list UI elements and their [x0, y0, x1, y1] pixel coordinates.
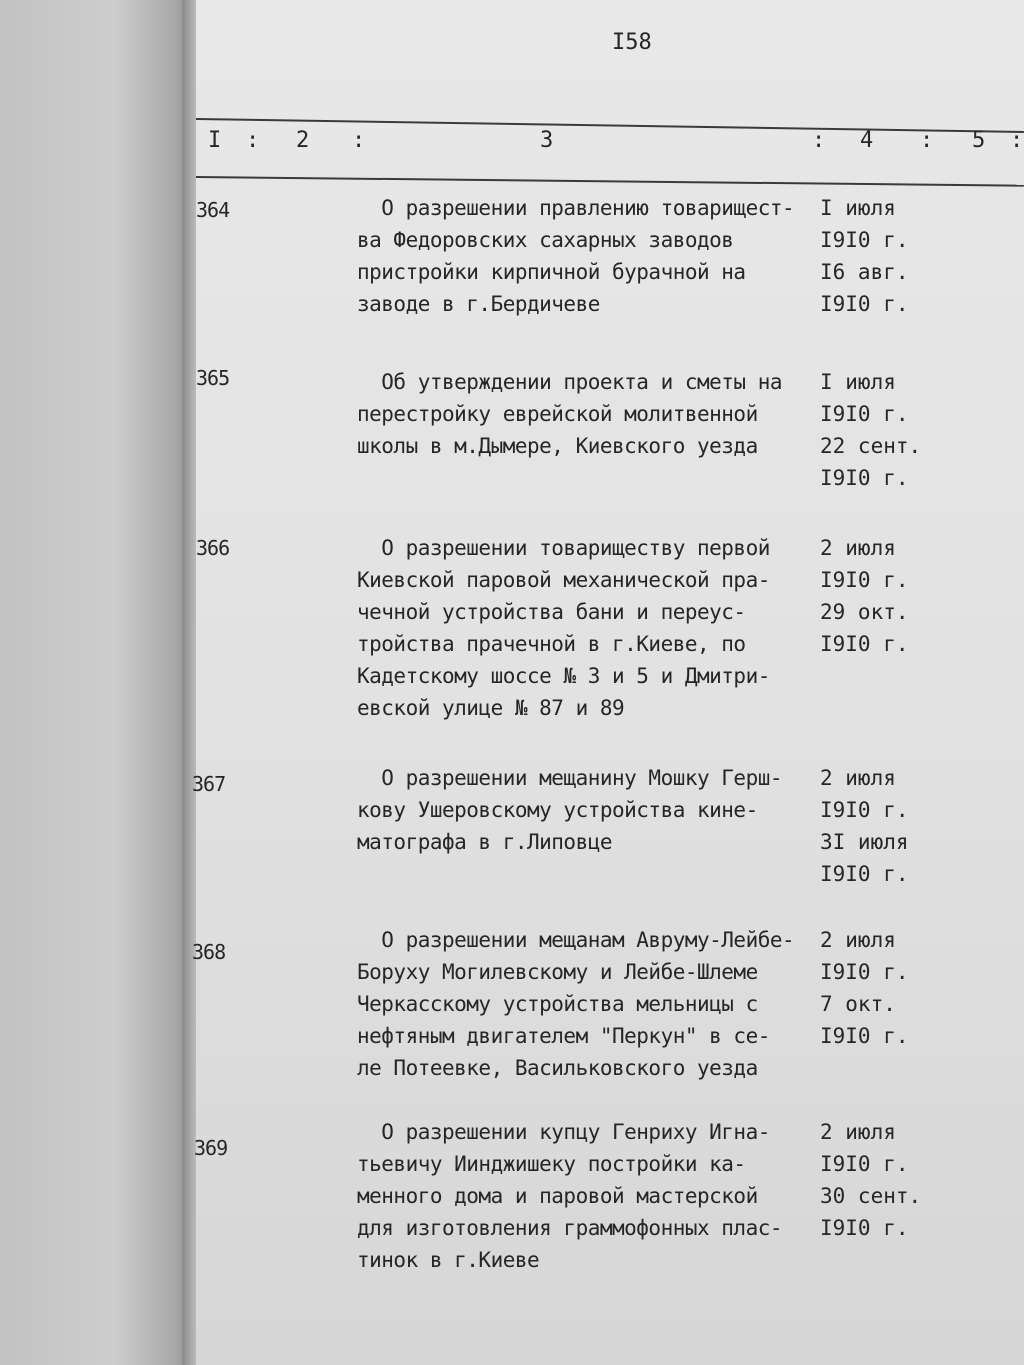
record-dates [820, 366, 1020, 494]
description-line: евской улице № 87 и 89 [357, 696, 625, 720]
description-line: матографа в г.Липовце [357, 830, 613, 854]
start-date-day: I июля [820, 370, 896, 394]
record-description [357, 762, 827, 858]
column-header-3: 3 [540, 128, 554, 153]
column-header-5: 5 [972, 128, 986, 153]
description-line: для изготовления граммофонных плас- [357, 1216, 783, 1240]
description-line: чечной устройства бани и переус- [357, 600, 746, 624]
description-line: О разрешении мещанину Мошку Герш- [357, 766, 783, 790]
start-date-day: 2 июля [820, 766, 896, 790]
column-separator-5: : [1010, 128, 1024, 153]
column-separator-2: : [352, 128, 366, 153]
end-date-day: 22 сент. [820, 434, 922, 458]
column-header-2: 2 [296, 128, 310, 153]
record-number: 369 [194, 1136, 228, 1160]
column-separator-3: : [812, 128, 826, 153]
description-line: школы в м.Дымере, Киевского уезда [357, 434, 758, 458]
description-line: нефтяным двигателем "Перкун" в се- [357, 1024, 770, 1048]
record-dates [820, 924, 1020, 1052]
description-line: Об утверждении проекта и сметы на [357, 370, 783, 394]
record-dates [820, 192, 1020, 320]
record-description [357, 924, 827, 1084]
description-line: менного дома и паровой мастерской [357, 1184, 758, 1208]
end-date-year: I9I0 г. [820, 862, 909, 886]
start-date-year: I9I0 г. [820, 960, 909, 984]
record-description [357, 1116, 827, 1276]
record-number: 366 [196, 536, 230, 560]
description-line: Черкасскому устройства мельницы с [357, 992, 758, 1016]
start-date-year: I9I0 г. [820, 402, 909, 426]
column-separator-4: : [920, 128, 934, 153]
description-line: тройства прачечной в г.Киеве, по [357, 632, 746, 656]
end-date-year: I9I0 г. [820, 466, 909, 490]
record-number: 367 [192, 772, 226, 796]
description-line: О разрешении правлению товарищест- [357, 196, 795, 220]
end-date-day: 7 окт. [820, 992, 896, 1016]
end-date-day: I6 авг. [820, 260, 909, 284]
record-dates [820, 532, 1020, 660]
record-description [357, 366, 827, 462]
description-line: ва Федоровских сахарных заводов [357, 228, 734, 252]
start-date-day: 2 июля [820, 928, 896, 952]
start-date-year: I9I0 г. [820, 1152, 909, 1176]
start-date-year: I9I0 г. [820, 228, 909, 252]
end-date-year: I9I0 г. [820, 292, 909, 316]
record-dates [820, 1116, 1020, 1244]
description-line: тьевичу Иинджишеку постройки ка- [357, 1152, 746, 1176]
description-line: заводе в г.Бердичеве [357, 292, 600, 316]
end-date-day: 29 окт. [820, 600, 909, 624]
end-date-day: 30 сент. [820, 1184, 922, 1208]
end-date-year: I9I0 г. [820, 1216, 909, 1240]
column-header-1: I [208, 128, 222, 153]
description-line: О разрешении мещанам Авруму-Лейбе- [357, 928, 795, 952]
end-date-year: I9I0 г. [820, 632, 909, 656]
record-number: 364 [196, 198, 230, 222]
description-line: перестройку еврейской молитвенной [357, 402, 758, 426]
description-line: Боруху Могилевскому и Лейбе-Шлеме [357, 960, 758, 984]
end-date-day: 3I июля [820, 830, 909, 854]
start-date-day: I июля [820, 196, 896, 220]
description-line: пристройки кирпичной бурачной на [357, 260, 746, 284]
description-line: Киевской паровой механической пра- [357, 568, 770, 592]
start-date-year: I9I0 г. [820, 568, 909, 592]
description-line: тинок в г.Киеве [357, 1248, 540, 1272]
record-description [357, 192, 827, 320]
description-line: Кадетскому шоссе № 3 и 5 и Дмитри- [357, 664, 770, 688]
page-number: I58 [612, 30, 652, 55]
start-date-day: 2 июля [820, 536, 896, 560]
start-date-day: 2 июля [820, 1120, 896, 1144]
column-separator-1: : [246, 128, 260, 153]
start-date-year: I9I0 г. [820, 798, 909, 822]
facing-page [0, 0, 190, 1365]
end-date-year: I9I0 г. [820, 1024, 909, 1048]
column-header-4: 4 [860, 128, 874, 153]
description-line: ле Потеевке, Васильковского уезда [357, 1056, 758, 1080]
description-line: О разрешении товариществу первой [357, 536, 770, 560]
record-dates [820, 762, 1020, 890]
record-number: 365 [196, 366, 230, 390]
record-description [357, 532, 827, 724]
description-line: О разрешении купцу Генриху Игна- [357, 1120, 770, 1144]
description-line: кову Ушеровскому устройства кине- [357, 798, 758, 822]
record-number: 368 [192, 940, 226, 964]
